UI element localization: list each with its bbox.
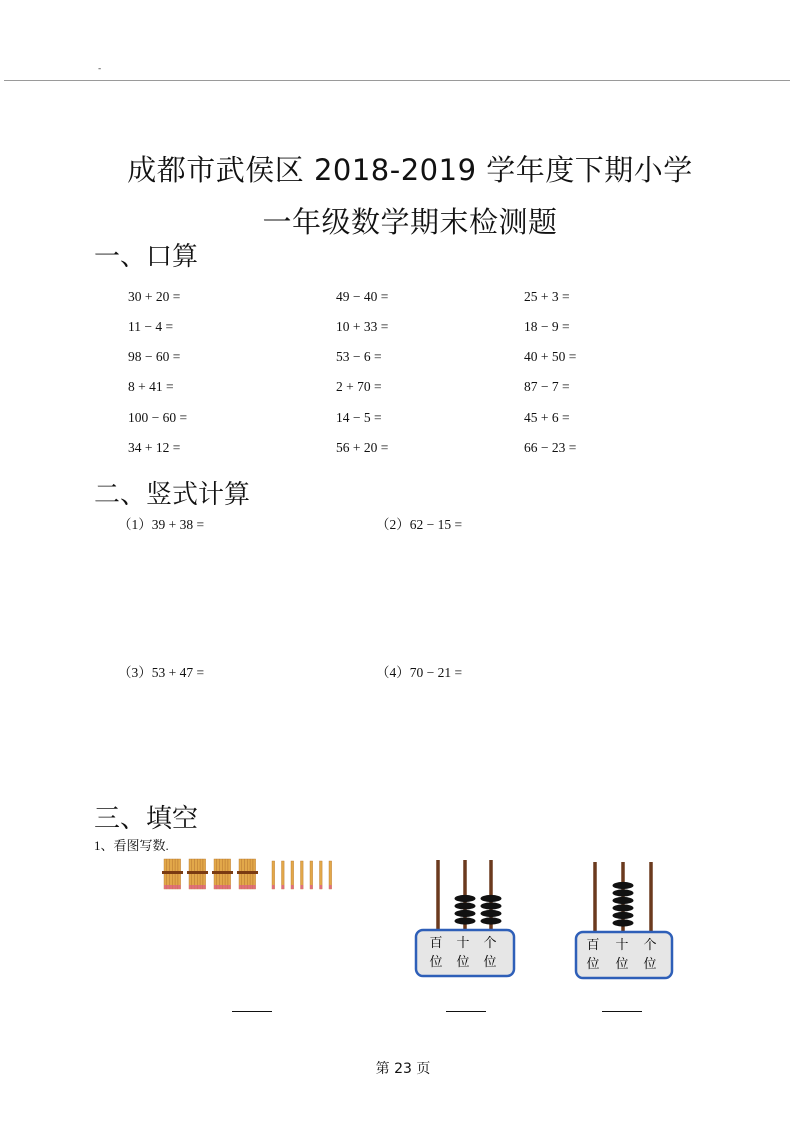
- problem-7: 98 − 60 =: [128, 349, 181, 364]
- abacus-bead: [455, 910, 476, 917]
- problem-3: 25 + 3 =: [524, 289, 570, 304]
- abacus-bead: [455, 895, 476, 902]
- abacus-bead: [613, 897, 634, 904]
- stick-bundle: [162, 859, 183, 889]
- answer-blank-abacus-1[interactable]: [446, 1011, 486, 1012]
- section-1-heading: 一、口算: [94, 242, 199, 272]
- abacus-bead: [613, 889, 634, 896]
- problem-9: 40 + 50 =: [524, 349, 577, 364]
- abacus-bead: [481, 902, 502, 909]
- problem-13: 100 − 60 =: [128, 410, 188, 425]
- single-stick: [310, 861, 313, 889]
- vertical-problem-3: （3）53 + 47 =: [118, 665, 205, 680]
- single-stick: [329, 861, 332, 889]
- abacus-bead: [613, 904, 634, 911]
- abacus-bead: [613, 919, 634, 926]
- abacus-bead: [481, 917, 502, 924]
- counting-sticks-picture: [160, 855, 350, 895]
- question-1-text: 1、看图写数.: [94, 838, 169, 853]
- single-stick: [301, 861, 304, 889]
- header-mark: -: [98, 64, 102, 74]
- abacus-bead: [613, 912, 634, 919]
- vertical-problem-4: （4）70 − 21 =: [376, 665, 463, 680]
- problem-2: 49 − 40 =: [336, 289, 389, 304]
- stick-bundle: [212, 859, 233, 889]
- page-number: 第 23 页: [375, 1061, 431, 1077]
- abacus-1-label-tens: 十 位: [456, 936, 470, 970]
- abacus-bead: [481, 910, 502, 917]
- answer-blank-abacus-2[interactable]: [602, 1011, 642, 1012]
- section-3-heading: 三、填空: [94, 804, 199, 834]
- problem-15: 45 + 6 =: [524, 410, 570, 425]
- stick-bundle: [187, 859, 208, 889]
- problem-4: 11 − 4 =: [128, 319, 174, 334]
- stick-bundle: [237, 859, 258, 889]
- abacus-1-label-hundreds: 百 位: [429, 936, 443, 970]
- single-stick: [282, 861, 285, 889]
- abacus-bead: [455, 902, 476, 909]
- vertical-problem-1: （1）39 + 38 =: [118, 517, 205, 532]
- problem-11: 2 + 70 =: [336, 379, 382, 394]
- abacus-bead: [613, 882, 634, 889]
- abacus-bead: [455, 917, 476, 924]
- problem-5: 10 + 33 =: [336, 319, 389, 334]
- problem-14: 14 − 5 =: [336, 410, 382, 425]
- abacus-2-label-ones: 个 位: [643, 938, 657, 972]
- single-stick: [291, 861, 294, 889]
- problem-10: 8 + 41 =: [128, 379, 174, 394]
- problem-8: 53 − 6 =: [336, 349, 382, 364]
- header-rule: [4, 80, 790, 81]
- problem-16: 34 + 12 =: [128, 440, 181, 455]
- abacus-bead: [481, 895, 502, 902]
- single-stick: [272, 861, 275, 889]
- title-line-2: 一年级数学期末检测题: [262, 205, 558, 239]
- single-stick: [320, 861, 323, 889]
- problem-1: 30 + 20 =: [128, 289, 181, 304]
- problem-17: 56 + 20 =: [336, 440, 389, 455]
- problem-12: 87 − 7 =: [524, 379, 570, 394]
- problem-6: 18 − 9 =: [524, 319, 570, 334]
- vertical-problem-2: （2）62 − 15 =: [376, 517, 463, 532]
- title-line-1: 成都市武侯区 2018-2019 学年度下期小学: [127, 153, 693, 187]
- abacus-2-label-tens: 十 位: [615, 938, 629, 972]
- problem-18: 66 − 23 =: [524, 440, 577, 455]
- abacus-2-label-hundreds: 百 位: [586, 938, 600, 972]
- section-2-heading: 二、竖式计算: [94, 480, 251, 510]
- abacus-1-label-ones: 个 位: [483, 936, 497, 970]
- answer-blank-sticks[interactable]: [232, 1011, 272, 1012]
